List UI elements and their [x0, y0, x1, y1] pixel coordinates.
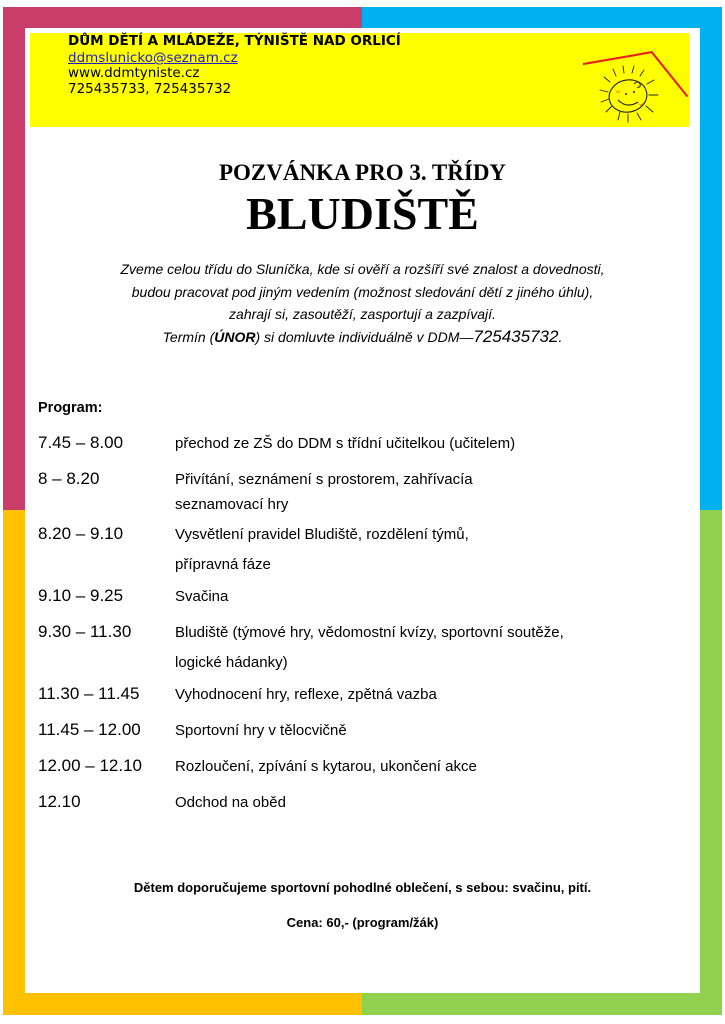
email-link[interactable]: ddmslunicko@seznam.cz — [68, 50, 238, 66]
schedule-time: 11.45 – 12.00 — [38, 720, 141, 739]
schedule-time: 9.30 – 11.30 — [38, 622, 132, 641]
schedule-time: 8 – 8.20 — [38, 469, 100, 488]
schedule-activity: Vyhodnocení hry, reflexe, zpětná vazba — [175, 686, 437, 703]
organization-name: DŮM DĚTÍ A MLÁDEŽE, TÝNIŠTĚ NAD ORLICÍ — [68, 33, 401, 49]
term-phone: 725435732 — [473, 326, 559, 346]
intro-line: Zveme celou třídu do Sluníčka, kde si ověří a rozšíří své znalost a dovednosti, — [120, 261, 605, 277]
sun-logo-icon — [583, 40, 693, 128]
schedule-row — [38, 787, 638, 823]
schedule-activity: Rozloučení, zpívání s kytarou, ukončení akce — [175, 758, 477, 775]
schedule-time: 9.10 – 9.25 — [38, 586, 124, 605]
term-prefix: Termín ( — [162, 328, 215, 345]
schedule-time: 12.10 — [38, 792, 81, 811]
program-label: Program: — [38, 400, 103, 416]
schedule-activity: Odchod na oběd — [175, 794, 286, 811]
phone-numbers: 725435733, 725435732 — [68, 81, 232, 97]
invitation-heading: POZVÁNKA PRO 3. TŘÍDY — [218, 160, 507, 185]
event-title: BLUDIŠTĚ — [246, 188, 479, 239]
schedule-row — [38, 617, 638, 679]
schedule-row — [38, 581, 638, 617]
schedule-activity: přechod ze ZŠ do DDM s třídní učitelkou (učitelem) — [175, 435, 516, 452]
schedule-time: 7.45 – 8.00 — [38, 433, 124, 452]
price-text: Cena: 60,- (program/žák) — [286, 915, 439, 930]
intro-line: zahrají si, zasoutěží, zasportují a zazpívají. — [229, 306, 496, 322]
website-text: www.ddmtyniste.cz — [68, 65, 200, 81]
schedule-activity: Sportovní hry v tělocvičně — [175, 722, 347, 739]
term-month: ÚNOR — [214, 328, 256, 345]
schedule-time: 11.30 – 11.45 — [38, 684, 140, 703]
intro-line-term — [80, 326, 645, 349]
program-schedule — [38, 428, 638, 823]
clothing-note: Dětem doporučujeme sportovní pohodlné oblečení, s sebou: svačinu, pití. — [133, 880, 592, 895]
schedule-activity: Bludiště (týmové hry, vědomostní kvízy, sportovní soutěže, logické hádanky) — [175, 624, 564, 671]
schedule-time: 8.20 – 9.10 — [38, 524, 124, 543]
intro-paragraph — [80, 258, 645, 348]
term-middle: ) si domluvte individuálně v DDM— — [255, 328, 474, 345]
schedule-time: 12.00 – 12.10 — [38, 756, 142, 775]
schedule-row — [38, 751, 638, 787]
schedule-row — [38, 428, 638, 464]
schedule-activity: Svačina — [175, 588, 229, 605]
schedule-row — [38, 464, 638, 519]
schedule-row — [38, 519, 638, 581]
schedule-activity: Přivítání, seznámení s prostorem, zahřívacía seznamovací hry — [175, 471, 473, 513]
schedule-row — [38, 679, 638, 715]
term-suffix: . — [558, 328, 563, 345]
intro-line: budou pracovat pod jiným vedením (možnost sledování dětí z jiného úhlu), — [131, 283, 594, 300]
schedule-row — [38, 715, 638, 751]
schedule-activity: Vysvětlení pravidel Bludiště, rozdělení týmů, přípravná fáze — [175, 526, 469, 573]
